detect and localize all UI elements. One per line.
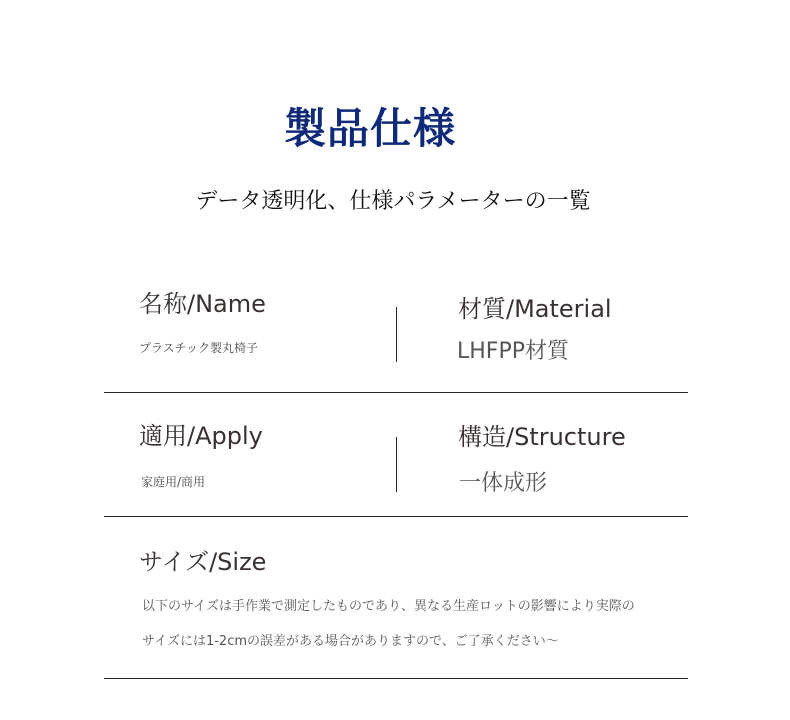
- size-note-line2: サイズには1-2cmの誤差がある場合がありますので、ご了承ください～: [142, 634, 559, 649]
- size-label: サイズ/Size: [139, 548, 267, 576]
- row1-divider: [396, 307, 397, 362]
- apply-label: 適用/Apply: [139, 422, 263, 450]
- material-value: LHFPP材質: [457, 339, 569, 364]
- row3-separator: [104, 678, 688, 679]
- row1-separator: [104, 392, 688, 393]
- name-label: 名称/Name: [139, 290, 266, 318]
- size-note-line1: 以下のサイズは手作業で測定したものであり、異なる生産ロットの影響により実際の: [142, 599, 635, 614]
- row2-divider: [396, 437, 397, 492]
- page-title: 製品仕様: [283, 104, 456, 153]
- row2-separator: [104, 516, 688, 517]
- apply-value: 家庭用/商用: [141, 475, 206, 489]
- structure-label: 構造/Structure: [458, 423, 626, 451]
- material-label: 材質/Material: [458, 295, 612, 323]
- name-value: プラスチック製丸椅子: [139, 341, 259, 355]
- structure-value: 一体成形: [459, 471, 548, 496]
- page-subtitle: データ透明化、仕様パラメーターの一覧: [195, 189, 591, 214]
